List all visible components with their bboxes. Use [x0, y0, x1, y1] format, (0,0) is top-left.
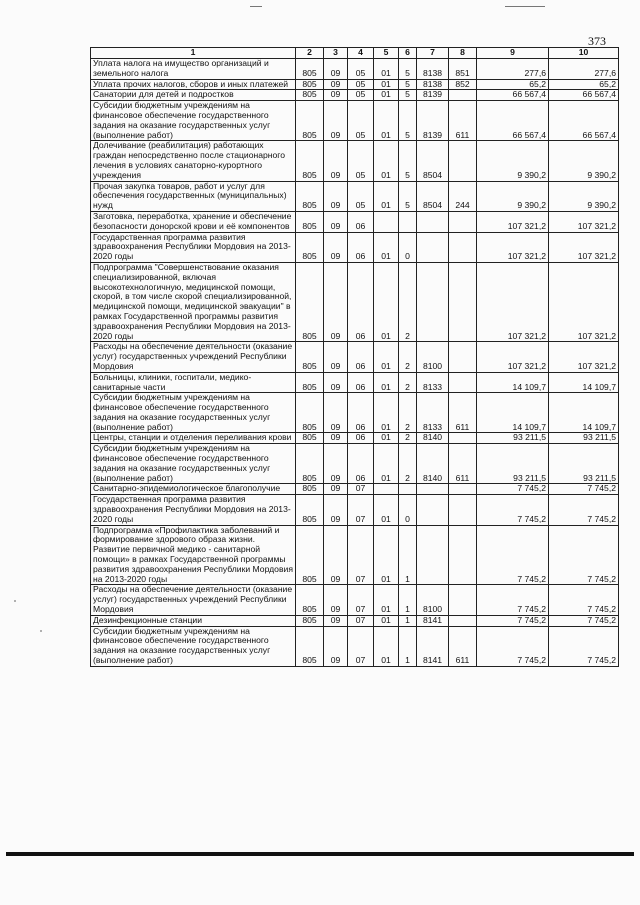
program-cell: 01: [374, 101, 399, 141]
row-name-cell: Расходы на обеспечение деятельности (оказание услуг) государственных учреждений Республики Мордовия: [91, 585, 296, 615]
section-cell: 09: [324, 372, 348, 393]
table-row: [91, 525, 619, 585]
subsection-cell: 07: [348, 615, 374, 626]
row-name-cell: Государственная программа развития здравоохранения Республики Мордовия на 2013-2020 годы: [91, 232, 296, 262]
section-cell: 09: [324, 101, 348, 141]
item-cell: 8138: [417, 59, 449, 80]
row-name-cell: Дезинфекционные станции: [91, 615, 296, 626]
row-name-cell: Субсидии бюджетным учреждениям на финансовое обеспечение государственного задания на оказание государственных услуг (выполнение работ): [91, 444, 296, 484]
subprogram-cell: 5: [399, 181, 417, 211]
table-row: [91, 262, 619, 341]
subsection-cell: 07: [348, 626, 374, 666]
table-row: [91, 101, 619, 141]
item-cell: [417, 211, 449, 232]
row-name-cell: Подпрограмма «Профилактика заболеваний и формирование здорового образа жизни. Развитие первичной медико - санитарной помощи» в рамках Государственной программы развития здравоохранения Республики Мордовия на 2013-2020 годы: [91, 525, 296, 585]
amount-total-cell: 107 321,2: [549, 211, 619, 232]
item-cell: 8141: [417, 626, 449, 666]
row-name-cell: Санитарно-эпидемиологическое благополучие: [91, 484, 296, 495]
column-header: 6: [399, 48, 417, 59]
scan-dot: [40, 630, 42, 632]
subsection-cell: 06: [348, 444, 374, 484]
row-name-cell: Государственная программа развития здравоохранения Республики Мордовия на 2013-2020 годы: [91, 495, 296, 525]
grbs-cell: 805: [296, 484, 324, 495]
table-row: [91, 211, 619, 232]
row-name-cell: Санатории для детей и подростков: [91, 90, 296, 101]
expense-type-cell: 611: [449, 101, 477, 141]
table-row: [91, 342, 619, 372]
amount-cell: 107 321,2: [477, 211, 549, 232]
subprogram-cell: 1: [399, 525, 417, 585]
program-cell: 01: [374, 393, 399, 433]
subsection-cell: 06: [348, 342, 374, 372]
row-name-cell: Прочая закупка товаров, работ и услуг для обеспечения государственных (муниципальных) нужд: [91, 181, 296, 211]
program-cell: [374, 484, 399, 495]
amount-cell: 9 390,2: [477, 181, 549, 211]
grbs-cell: 805: [296, 525, 324, 585]
subsection-cell: 06: [348, 393, 374, 433]
amount-total-cell: 14 109,7: [549, 372, 619, 393]
section-cell: 09: [324, 495, 348, 525]
subprogram-cell: 2: [399, 393, 417, 433]
subprogram-cell: 5: [399, 141, 417, 181]
scan-dot: [14, 600, 16, 602]
table-row: [91, 626, 619, 666]
amount-total-cell: 93 211,5: [549, 433, 619, 444]
item-cell: 8140: [417, 444, 449, 484]
expense-type-cell: [449, 495, 477, 525]
column-header: 10: [549, 48, 619, 59]
subprogram-cell: 1: [399, 615, 417, 626]
subsection-cell: 07: [348, 484, 374, 495]
subprogram-cell: 5: [399, 79, 417, 90]
amount-total-cell: 7 745,2: [549, 525, 619, 585]
subprogram-cell: 0: [399, 495, 417, 525]
program-cell: 01: [374, 59, 399, 80]
expense-type-cell: [449, 342, 477, 372]
section-cell: 09: [324, 90, 348, 101]
subprogram-cell: [399, 211, 417, 232]
amount-cell: 93 211,5: [477, 433, 549, 444]
grbs-cell: 805: [296, 444, 324, 484]
row-name-cell: Подпрограмма "Совершенствование оказания специализированной, включая высокотехнологичную, медицинской помощи, скорой, в том числе скорой специализированной, медицинской помощи, медицинской эвакуации" в рамках Государственной программы развития здравоохранения Республики Мордовия на 2013-2020 годы: [91, 262, 296, 341]
amount-cell: 7 745,2: [477, 585, 549, 615]
table-row: [91, 181, 619, 211]
table-row: [91, 484, 619, 495]
grbs-cell: 805: [296, 101, 324, 141]
subprogram-cell: 5: [399, 90, 417, 101]
expense-type-cell: [449, 615, 477, 626]
table-row: [91, 232, 619, 262]
amount-cell: 93 211,5: [477, 444, 549, 484]
expense-type-cell: [449, 585, 477, 615]
table-row: [91, 59, 619, 80]
subsection-cell: 06: [348, 232, 374, 262]
subsection-cell: 06: [348, 211, 374, 232]
amount-total-cell: 14 109,7: [549, 393, 619, 433]
amount-total-cell: 107 321,2: [549, 342, 619, 372]
table-row: [91, 585, 619, 615]
item-cell: 8141: [417, 615, 449, 626]
section-cell: 09: [324, 181, 348, 211]
bottom-rule: [6, 852, 634, 856]
amount-cell: 65,2: [477, 79, 549, 90]
subsection-cell: 06: [348, 262, 374, 341]
section-cell: 09: [324, 342, 348, 372]
section-cell: 09: [324, 626, 348, 666]
expense-type-cell: [449, 232, 477, 262]
grbs-cell: 805: [296, 342, 324, 372]
item-cell: 8133: [417, 393, 449, 433]
subprogram-cell: 2: [399, 444, 417, 484]
amount-total-cell: 7 745,2: [549, 484, 619, 495]
item-cell: [417, 495, 449, 525]
subprogram-cell: 2: [399, 372, 417, 393]
column-header: 7: [417, 48, 449, 59]
expense-type-cell: [449, 262, 477, 341]
grbs-cell: 805: [296, 141, 324, 181]
column-header: 9: [477, 48, 549, 59]
expense-type-cell: [449, 484, 477, 495]
subsection-cell: 05: [348, 101, 374, 141]
subprogram-cell: [399, 484, 417, 495]
grbs-cell: 805: [296, 181, 324, 211]
grbs-cell: 805: [296, 59, 324, 80]
item-cell: 8504: [417, 141, 449, 181]
program-cell: 01: [374, 626, 399, 666]
amount-total-cell: 66 567,4: [549, 101, 619, 141]
page-number: 373: [588, 34, 606, 48]
section-cell: 09: [324, 211, 348, 232]
expense-type-cell: [449, 525, 477, 585]
row-name-cell: Центры, станции и отделения переливания крови: [91, 433, 296, 444]
subprogram-cell: 0: [399, 232, 417, 262]
program-cell: 01: [374, 79, 399, 90]
row-name-cell: Расходы на обеспечение деятельности (оказание услуг) государственных учреждений Республики Мордовия: [91, 342, 296, 372]
amount-cell: 14 109,7: [477, 372, 549, 393]
section-cell: 09: [324, 585, 348, 615]
item-cell: 8133: [417, 372, 449, 393]
item-cell: 8504: [417, 181, 449, 211]
subprogram-cell: 2: [399, 262, 417, 341]
table-header-row: [91, 48, 619, 59]
grbs-cell: 805: [296, 433, 324, 444]
section-cell: 09: [324, 262, 348, 341]
row-name-cell: Субсидии бюджетным учреждениям на финансовое обеспечение государственного задания на оказание государственных услуг (выполнение работ): [91, 626, 296, 666]
expense-type-cell: [449, 372, 477, 393]
expense-type-cell: [449, 141, 477, 181]
section-cell: 09: [324, 59, 348, 80]
program-cell: 01: [374, 444, 399, 484]
column-header: 2: [296, 48, 324, 59]
grbs-cell: 805: [296, 626, 324, 666]
section-cell: 09: [324, 393, 348, 433]
program-cell: 01: [374, 342, 399, 372]
subsection-cell: 05: [348, 181, 374, 211]
program-cell: 01: [374, 232, 399, 262]
amount-total-cell: 93 211,5: [549, 444, 619, 484]
subsection-cell: 07: [348, 525, 374, 585]
program-cell: 01: [374, 525, 399, 585]
amount-cell: 277,6: [477, 59, 549, 80]
section-cell: 09: [324, 232, 348, 262]
subsection-cell: 07: [348, 495, 374, 525]
program-cell: 01: [374, 433, 399, 444]
subprogram-cell: 1: [399, 585, 417, 615]
subsection-cell: 05: [348, 59, 374, 80]
expense-type-cell: 611: [449, 444, 477, 484]
program-cell: 01: [374, 141, 399, 181]
grbs-cell: 805: [296, 262, 324, 341]
item-cell: 8138: [417, 79, 449, 90]
amount-cell: 14 109,7: [477, 393, 549, 433]
expense-type-cell: 244: [449, 181, 477, 211]
scan-mark-top-right: [505, 6, 545, 7]
column-header: 1: [91, 48, 296, 59]
grbs-cell: 805: [296, 372, 324, 393]
amount-cell: 9 390,2: [477, 141, 549, 181]
grbs-cell: 805: [296, 90, 324, 101]
program-cell: 01: [374, 181, 399, 211]
grbs-cell: 805: [296, 393, 324, 433]
expense-type-cell: 851: [449, 59, 477, 80]
column-header: 4: [348, 48, 374, 59]
table-row: [91, 79, 619, 90]
amount-cell: 7 745,2: [477, 525, 549, 585]
amount-total-cell: 65,2: [549, 79, 619, 90]
section-cell: 09: [324, 79, 348, 90]
item-cell: [417, 525, 449, 585]
amount-cell: 66 567,4: [477, 101, 549, 141]
amount-cell: 7 745,2: [477, 495, 549, 525]
amount-cell: 7 745,2: [477, 626, 549, 666]
section-cell: 09: [324, 444, 348, 484]
table-row: [91, 615, 619, 626]
subsection-cell: 05: [348, 79, 374, 90]
table-row: [91, 141, 619, 181]
subsection-cell: 06: [348, 372, 374, 393]
table-row: [91, 393, 619, 433]
amount-total-cell: 107 321,2: [549, 232, 619, 262]
section-cell: 09: [324, 484, 348, 495]
table-body: [91, 59, 619, 667]
expense-type-cell: [449, 211, 477, 232]
section-cell: 09: [324, 433, 348, 444]
amount-total-cell: 277,6: [549, 59, 619, 80]
section-cell: 09: [324, 525, 348, 585]
column-header: 5: [374, 48, 399, 59]
amount-cell: 7 745,2: [477, 484, 549, 495]
subprogram-cell: 5: [399, 101, 417, 141]
program-cell: 01: [374, 585, 399, 615]
subprogram-cell: 2: [399, 342, 417, 372]
subsection-cell: 07: [348, 585, 374, 615]
expense-type-cell: [449, 90, 477, 101]
amount-total-cell: 107 321,2: [549, 262, 619, 341]
program-cell: 01: [374, 615, 399, 626]
row-name-cell: Субсидии бюджетным учреждениям на финансовое обеспечение государственного задания на оказание государственных услуг (выполнение работ): [91, 101, 296, 141]
subprogram-cell: 1: [399, 626, 417, 666]
table-row: [91, 372, 619, 393]
program-cell: 01: [374, 495, 399, 525]
amount-cell: 107 321,2: [477, 262, 549, 341]
amount-cell: 107 321,2: [477, 232, 549, 262]
table-row: [91, 90, 619, 101]
item-cell: 8139: [417, 101, 449, 141]
subsection-cell: 06: [348, 433, 374, 444]
grbs-cell: 805: [296, 585, 324, 615]
table-row: [91, 433, 619, 444]
amount-cell: 66 567,4: [477, 90, 549, 101]
grbs-cell: 805: [296, 79, 324, 90]
row-name-cell: Долечивание (реабилитация) работающих граждан непосредственно после стационарного лечения в условиях санаторно-курортного учреждения: [91, 141, 296, 181]
column-header: 8: [449, 48, 477, 59]
grbs-cell: 805: [296, 495, 324, 525]
expense-type-cell: [449, 433, 477, 444]
amount-total-cell: 7 745,2: [549, 626, 619, 666]
table-row: [91, 444, 619, 484]
expense-type-cell: 611: [449, 626, 477, 666]
amount-total-cell: 7 745,2: [549, 585, 619, 615]
amount-total-cell: 66 567,4: [549, 90, 619, 101]
grbs-cell: 805: [296, 232, 324, 262]
amount-total-cell: 9 390,2: [549, 181, 619, 211]
amount-total-cell: 9 390,2: [549, 141, 619, 181]
item-cell: 8100: [417, 585, 449, 615]
section-cell: 09: [324, 141, 348, 181]
expense-type-cell: 611: [449, 393, 477, 433]
item-cell: 8139: [417, 90, 449, 101]
item-cell: [417, 232, 449, 262]
row-name-cell: Уплата налога на имущество организаций и земельного налога: [91, 59, 296, 80]
grbs-cell: 805: [296, 615, 324, 626]
scan-mark-top-left: [250, 6, 262, 7]
column-header: 3: [324, 48, 348, 59]
program-cell: 01: [374, 262, 399, 341]
row-name-cell: Заготовка, переработка, хранение и обеспечение безопасности донорской крови и её компонентов: [91, 211, 296, 232]
budget-table: [90, 47, 619, 667]
item-cell: 8100: [417, 342, 449, 372]
row-name-cell: Уплата прочих налогов, сборов и иных платежей: [91, 79, 296, 90]
row-name-cell: Субсидии бюджетным учреждениям на финансовое обеспечение государственного задания на оказание государственных услуг (выполнение работ): [91, 393, 296, 433]
item-cell: 8140: [417, 433, 449, 444]
row-name-cell: Больницы, клиники, госпитали, медико-санитарные части: [91, 372, 296, 393]
amount-cell: 107 321,2: [477, 342, 549, 372]
subprogram-cell: 2: [399, 433, 417, 444]
table-row: [91, 495, 619, 525]
program-cell: 01: [374, 372, 399, 393]
program-cell: 01: [374, 90, 399, 101]
item-cell: [417, 484, 449, 495]
amount-total-cell: 7 745,2: [549, 495, 619, 525]
budget-table-container: [90, 47, 618, 667]
subsection-cell: 05: [348, 141, 374, 181]
amount-cell: 7 745,2: [477, 615, 549, 626]
amount-total-cell: 7 745,2: [549, 615, 619, 626]
subsection-cell: 05: [348, 90, 374, 101]
subprogram-cell: 5: [399, 59, 417, 80]
program-cell: [374, 211, 399, 232]
grbs-cell: 805: [296, 211, 324, 232]
expense-type-cell: 852: [449, 79, 477, 90]
item-cell: [417, 262, 449, 341]
section-cell: 09: [324, 615, 348, 626]
